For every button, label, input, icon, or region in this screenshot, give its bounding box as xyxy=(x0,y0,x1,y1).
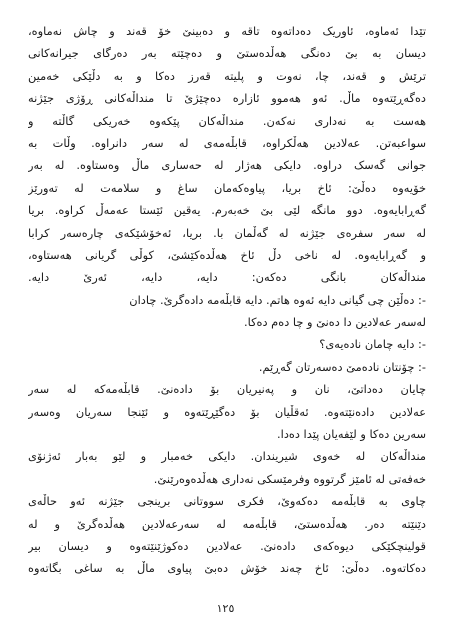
text-line: سەرین دەکا و لێفەیان پێدا دەدا. xyxy=(277,427,426,442)
text-line: ترێش و قەند، چا، نەوت و پلیتە قەرز دەکا و بە دڵێکی خەمین xyxy=(28,68,426,83)
page-number: ١٢٥ xyxy=(216,602,235,615)
text-line: دێنێتە دەر. هەڵدەستێ، قابڵەمە لە سەرعەلادین هەڵدەگرێ و لە xyxy=(28,516,426,531)
text-line: لە سەر سفرەی جێژنە لە گەڵمان با. بریا، ئەخۆشێکەی چارەسەر کرابا xyxy=(28,225,426,240)
text-line: لەسەر عەلادین دا دەنێ و چا دەم دەکا. xyxy=(244,315,426,330)
text-line: هەست بە نەداری نەکەن. منداڵەکان پێکەوە خەریکی گاڵتە و xyxy=(28,113,426,128)
text-line: گەڕابایەوە. دوو مانگە لێی بێ خەبەرم. یەقین ئێستا عەمەڵ کراوە. بریا xyxy=(28,203,426,218)
text-line: و گەڕابایەوە. لە ناخی دڵ ئاخ هەڵدەکێشێ، کوڵی گریانی هەستاوە، xyxy=(28,247,426,262)
text-line: جوانی گەسک دراوە. دایکی هەژار لە حەساری ماڵ وەستاوە. لە بەر xyxy=(28,158,426,173)
text-line: خەفەتی لە ئامێز گرتووە وفرمێسکی نەداری هەڵدەوەرێنێ. xyxy=(153,471,426,486)
text-line: دەکاتەوە. دەڵێ: ئاخ چەند خۆش دەبێ پیاوی ماڵ بە ساغی بگاتەوە xyxy=(28,561,426,576)
text-line: منداڵەکان بانگی دەکەن: دایە، دایە، ئەرێ دایە. xyxy=(28,270,426,285)
text-line: تێدا ئەماوە، ئاوریک دەداتەوە تاقە و دەبینێ خۆ قەند و چاش نەماوە، xyxy=(28,24,426,38)
text-line: خۆیەوە دەڵێ: ئاخ بریا، پیاوەکەمان ساغ و سلامەت لە تەورێز xyxy=(28,180,426,195)
text-line: -: چۆنتان نادەمێ دەسەرتان گەڕێم. xyxy=(258,359,426,374)
text-line: سواعبەتن. عەلادین هەڵکراوە، قابڵەمەی لە سەر دانراوە. وڵات بە xyxy=(28,135,426,150)
text-line: دیسان بە بێ دەنگی هەڵدەستێ و دەچێتە بەر دەرگای جیرانەکانی xyxy=(28,46,426,61)
body-text xyxy=(28,20,426,580)
text-line: عەلادین دادەنێتەوە. ئەقڵیان بۆ دەگێڕێتەوە و ئێنجا سەریان وەسەر xyxy=(28,404,426,419)
text-line: چاوی بە قابڵەمە دەکەوێ، فکری سووتانی برینجی جێژنە ئەو حاڵەی xyxy=(28,494,426,509)
text-line: -: دەڵێن چی گیانی دایە ئەوە هاتم. دایە قابڵەمە دادەگرێ. چادان xyxy=(129,292,426,307)
text-line: قولینچکێکی دیوەکەی دادەنێ. عەلادین دەکوژێنێتەوە و دیسان بیر xyxy=(28,538,426,553)
text-line: دەگەڕێتەوە ماڵ. ئەو هەموو ئازارە دەچێژێ تا منداڵەکانی ڕۆژی جێژنە xyxy=(28,91,426,106)
text-line: چایان دەداتێ، نان و پەنیریان بۆ دادەنێ. قابڵەمەکە لە سەر xyxy=(28,382,426,397)
text-line: -: دایە چامان نادەیەی؟ xyxy=(319,337,426,352)
text-line: منداڵەکان لە خەوی شیریندان. دایکی خەمبار و لێو بەبار ئەژنۆی xyxy=(28,449,426,464)
